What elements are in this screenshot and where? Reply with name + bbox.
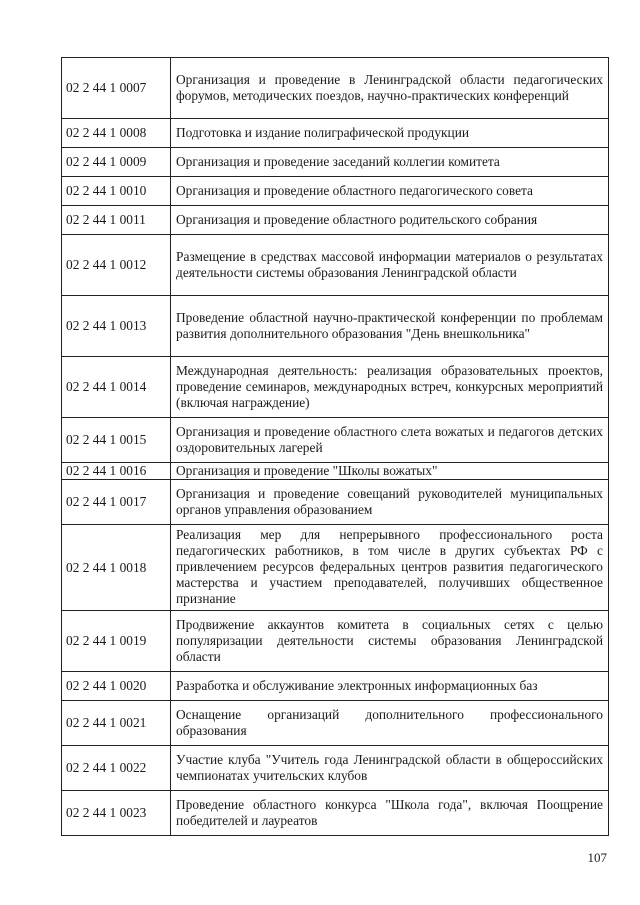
description-cell: Организация и проведение "Школы вожатых" [171,463,609,480]
description-cell: Размещение в средствах массовой информации материалов о результатах деятельности системы образования Ленинградской области [171,235,609,296]
description-cell: Подготовка и издание полиграфической продукции [171,119,609,148]
table-row [62,672,609,701]
code-cell: 02 2 44 1 0016 [62,463,171,480]
code-cell: 02 2 44 1 0018 [62,525,171,611]
description-cell: Оснащение организаций дополнительного профессионального образования [171,701,609,746]
code-cell: 02 2 44 1 0022 [62,746,171,791]
table-row [62,746,609,791]
description-cell: Организация и проведение совещаний руководителей муниципальных органов управления образованием [171,480,609,525]
table-row [62,148,609,177]
table-row [62,206,609,235]
code-cell: 02 2 44 1 0021 [62,701,171,746]
table-row [62,296,609,357]
code-cell: 02 2 44 1 0013 [62,296,171,357]
table-row [62,177,609,206]
code-cell: 02 2 44 1 0011 [62,206,171,235]
code-cell: 02 2 44 1 0019 [62,611,171,672]
description-cell: Организация и проведение областного родительского собрания [171,206,609,235]
table-row [62,58,609,119]
code-cell: 02 2 44 1 0014 [62,357,171,418]
table-row [62,357,609,418]
table-row [62,791,609,836]
page-number: 107 [587,850,607,865]
code-cell: 02 2 44 1 0010 [62,177,171,206]
description-cell: Разработка и обслуживание электронных информационных баз [171,672,609,701]
code-cell: 02 2 44 1 0012 [62,235,171,296]
description-cell: Международная деятельность: реализация образовательных проектов, проведение семинаров, международных встреч, конкурсных мероприятий (включая награждение) [171,357,609,418]
code-cell: 02 2 44 1 0017 [62,480,171,525]
description-cell: Организация и проведение областного педагогического совета [171,177,609,206]
description-cell: Продвижение аккаунтов комитета в социальных сетях с целью популяризации деятельности системы образования Ленинградской области [171,611,609,672]
table-row [62,418,609,463]
table-row [62,525,609,611]
code-cell: 02 2 44 1 0023 [62,791,171,836]
table-row [62,701,609,746]
table-row [62,611,609,672]
description-cell: Проведение областной научно-практической конференции по проблемам развития дополнительного образования "День внешкольника" [171,296,609,357]
description-cell: Реализация мер для непрерывного профессионального роста педагогических работников, в том числе в других субъектах РФ с привлечением ресурсов федеральных центров развития педагогического мастерства и участием преподавателей, получивших общественное признание [171,525,609,611]
table-row [62,480,609,525]
code-cell: 02 2 44 1 0007 [62,58,171,119]
table-row [62,463,609,480]
description-cell: Организация и проведение в Ленинградской области педагогических форумов, методических поездов, научно-практических конференций [171,58,609,119]
code-cell: 02 2 44 1 0008 [62,119,171,148]
code-cell: 02 2 44 1 0020 [62,672,171,701]
budget-code-table [61,57,609,836]
description-cell: Участие клуба "Учитель года Ленинградской области в общероссийских чемпионатах учительских клубов [171,746,609,791]
table-row [62,119,609,148]
description-cell: Организация и проведение заседаний коллегии комитета [171,148,609,177]
code-cell: 02 2 44 1 0015 [62,418,171,463]
description-cell: Организация и проведение областного слета вожатых и педагогов детских оздоровительных лагерей [171,418,609,463]
description-cell: Проведение областного конкурса "Школа года", включая Поощрение победителей и лауреатов [171,791,609,836]
code-cell: 02 2 44 1 0009 [62,148,171,177]
table-row [62,235,609,296]
